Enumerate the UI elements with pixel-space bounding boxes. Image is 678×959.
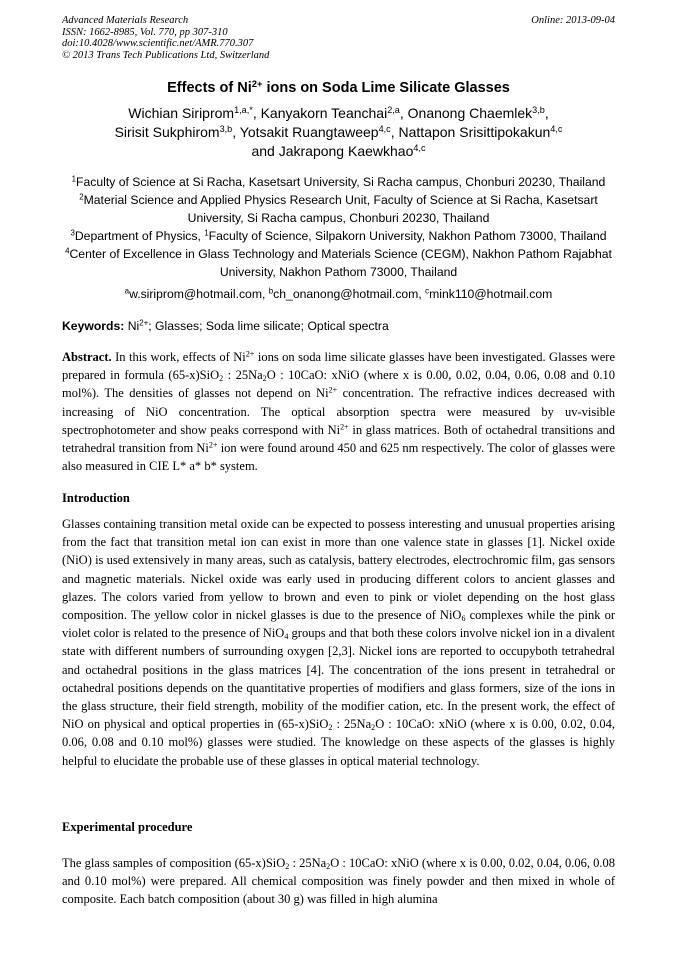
superscript: 2+ xyxy=(208,440,218,450)
author-mark: 1,a,* xyxy=(234,105,253,115)
abstract-text: ion were found around 450 and 625 nm respectively. The color of glasses were also measured in CIE L* a* b* system. xyxy=(62,441,616,474)
abstract-text: ions on soda lime silicate glasses have been investigated. Glasses were prepared in formula (65-x)SiO xyxy=(62,350,615,383)
author-mark: 3,b xyxy=(219,124,233,134)
experimental-paragraph xyxy=(62,854,615,909)
email-mark: c xyxy=(425,286,430,296)
author-sep: , xyxy=(399,105,408,121)
body-text: The glass samples of composition (65-x)SiO xyxy=(62,856,286,870)
body-text: O : 10CaO: xNiO (where x is 0.00, 0.02, 0.04, 0.06, 0.08 and 0.10 mol%) were prepared. All chemical composition was finely powder and then mixed in whole of composite. Each batch composition (about 30 g) was filled in high alumina xyxy=(62,856,615,907)
email-address[interactable]: mink110@hotmail.com xyxy=(429,287,553,301)
body-text: O : 10CaO: xNiO (where x is 0.00, 0.02, 0.04, 0.06, 0.08 and 0.10 mol%) glasses were studied. The knowledge on these aspects of the glasses is highly helpful to elucidate the probable use of these glasses in optical material technology. xyxy=(62,717,615,768)
author-name: Yotsakit Ruangtaweep xyxy=(239,124,379,140)
keyword-text: ; Glasses; Soda lime silicate; Optical spectra xyxy=(148,319,389,333)
author-name: Sirisit Sukphirom xyxy=(114,124,220,140)
author-sep: , xyxy=(544,105,549,121)
body-text: Glasses containing transition metal oxide can be expected to possess interesting and unusual properties arising from the fact that transition metal ion can exist in more than one valence state in glasses [1]. Nickel oxide (NiO) is used extensively in many areas, such as catalysis, battery electrodes, electrochromic film, gas sensors and magnetic materials. Nickel oxide was early used in producing different colors to ancient glasses and glazes. The colors varied from yellow to brown and even to pink or violet depending on the host glass composition. The yellow color in nickel glasses is due to the presence of NiO xyxy=(62,517,615,623)
author-sep: , xyxy=(252,105,261,121)
affiliation-text: Material Science and Applied Physics Research Unit, Faculty of Science at Si Racha, Kasetsart University, Si Racha campus, Chonburi 20230, Thailand xyxy=(83,193,598,225)
body-text: groups and that both these colors involve nickel ion in a divalent state with different numbers of surrounding oxygen [2,3]. Nickel ions are reported to occupyboth tetrahedral and octahedral positions in the glass matrices [4]. The concentration of the ions present in tetrahedral or octahedral positions depends on the quantitative properties of modifiers and glass formers, size of the ions in the glass structure, their field strength, mobility of the modifier cation, etc. In the present work, the effect of NiO on physical and optical properties in (65-x)SiO xyxy=(62,626,615,732)
email-mark: b xyxy=(268,286,274,296)
author-name: Nattapon Srisittipokakun xyxy=(398,124,551,140)
subscript: 2 xyxy=(262,374,267,384)
author-mark: 2,a xyxy=(387,105,400,115)
affiliation-2 xyxy=(62,191,615,227)
body-text: : 25Na xyxy=(289,856,327,870)
superscript: 2+ xyxy=(245,349,255,359)
author-mark: 4,c xyxy=(550,124,563,134)
body-text: : 25Na xyxy=(332,717,372,732)
paper-title xyxy=(62,77,615,96)
journal-header xyxy=(62,15,615,61)
keywords-line xyxy=(62,319,615,333)
affiliation-text: Center of Excellence in Glass Technology and Materials Science (CEGM), Nakhon Pathom Rajabhat University, Nakhon Pathom 73000, Thailand xyxy=(69,247,612,279)
author-name: Onanong Chaemlek xyxy=(407,105,533,121)
author-name: Kanyakorn Teanchai xyxy=(260,105,388,121)
introduction-paragraph xyxy=(62,515,615,770)
doi-line: doi:10.4028/www.scientific.net/AMR.770.307 xyxy=(62,38,254,49)
affiliation-mark: 3 xyxy=(70,228,75,238)
superscript: 2+ xyxy=(340,422,349,432)
affiliation-mark: 1 xyxy=(71,174,77,184)
affiliation-text: Faculty of Science, Silpakorn University, Nakhon Pathom 73000, Thailand xyxy=(208,229,607,243)
keyword-superscript: 2+ xyxy=(139,318,149,328)
affiliation-text: Department of Physics, xyxy=(74,229,205,243)
affiliation-mark: 1 xyxy=(204,228,209,238)
abstract-text: In this work, effects of Ni xyxy=(111,350,246,364)
author-line-3 xyxy=(62,142,615,161)
author-mark: 3,b xyxy=(532,105,545,115)
subscript: 2 xyxy=(285,862,290,872)
email-address[interactable]: ch_onanong@hotmail.com, xyxy=(273,287,426,301)
author-sep: , xyxy=(390,124,399,140)
keywords-label: Keywords: xyxy=(62,319,128,333)
copyright-line: © 2013 Trans Tech Publications Ltd, Switzerland xyxy=(62,49,270,61)
affiliation-list xyxy=(62,173,615,281)
email-list xyxy=(62,287,615,301)
introduction-heading: Introduction xyxy=(62,491,130,505)
journal-name: Advanced Materials Research xyxy=(62,15,189,26)
abstract-text: : 25Na xyxy=(223,368,263,383)
author-line-2 xyxy=(62,123,615,142)
affiliation-text: Faculty of Science at Si Racha, Kasetsart University, Si Racha campus, Chonburi 20230, Thailand xyxy=(76,175,606,189)
abstract-text: concentration. The refractive indices decreased with increasing of NiO concentration. The optical absorption spectra were measured by uv-visible spectrophotometer and show peaks correspond with Ni xyxy=(62,386,615,437)
title-superscript: 2+ xyxy=(251,77,263,89)
title-text: Effects of Ni xyxy=(167,80,252,96)
author-sep: , xyxy=(232,124,240,140)
email-address[interactable]: w.siriprom@hotmail.com, xyxy=(129,287,269,301)
abstract-label: Abstract. xyxy=(62,350,112,364)
subscript: 2 xyxy=(328,723,333,733)
author-list xyxy=(62,104,615,161)
body-text: complexes while the pink or violet color is related to the presence of NiO xyxy=(62,608,615,641)
abstract-text: in glass matrices. Both of octahedral transitions and tetrahedral transition from Ni xyxy=(62,422,615,456)
subscript: 2 xyxy=(219,374,224,384)
author-name: Wichian Siriprom xyxy=(128,105,235,121)
subscript: 2 xyxy=(326,862,331,872)
email-mark: a xyxy=(124,286,130,296)
subscript: 4 xyxy=(284,632,289,642)
author-name: and Jakrapong Kaewkhao xyxy=(251,143,414,159)
author-mark: 4,c xyxy=(378,124,391,134)
affiliation-4 xyxy=(62,245,615,281)
title-text-end: ions on Soda Lime Silicate Glasses xyxy=(262,80,510,96)
experimental-heading: Experimental procedure xyxy=(62,820,193,834)
superscript: 2+ xyxy=(328,385,338,395)
abstract-text: O : 10CaO: xNiO (where x is 0.00, 0.02, 0.04, 0.06, 0.08 and 0.10 mol%). The densities of glasses not depend on Ni xyxy=(62,368,616,401)
subscript: 6 xyxy=(461,614,466,624)
abstract-paragraph xyxy=(62,348,615,475)
affiliation-1 xyxy=(62,173,615,191)
author-line-1 xyxy=(62,104,615,123)
online-date: Online: 2013-09-04 xyxy=(531,15,615,26)
affiliation-mark: 4 xyxy=(65,246,70,256)
keyword-text: Ni xyxy=(127,319,140,333)
affiliation-mark: 2 xyxy=(79,192,84,202)
author-mark: 4,c xyxy=(413,143,426,153)
issn-line: ISSN: 1662-8985, Vol. 770, pp 307-310 xyxy=(62,26,228,38)
subscript: 2 xyxy=(371,723,376,733)
affiliation-3 xyxy=(62,227,615,245)
